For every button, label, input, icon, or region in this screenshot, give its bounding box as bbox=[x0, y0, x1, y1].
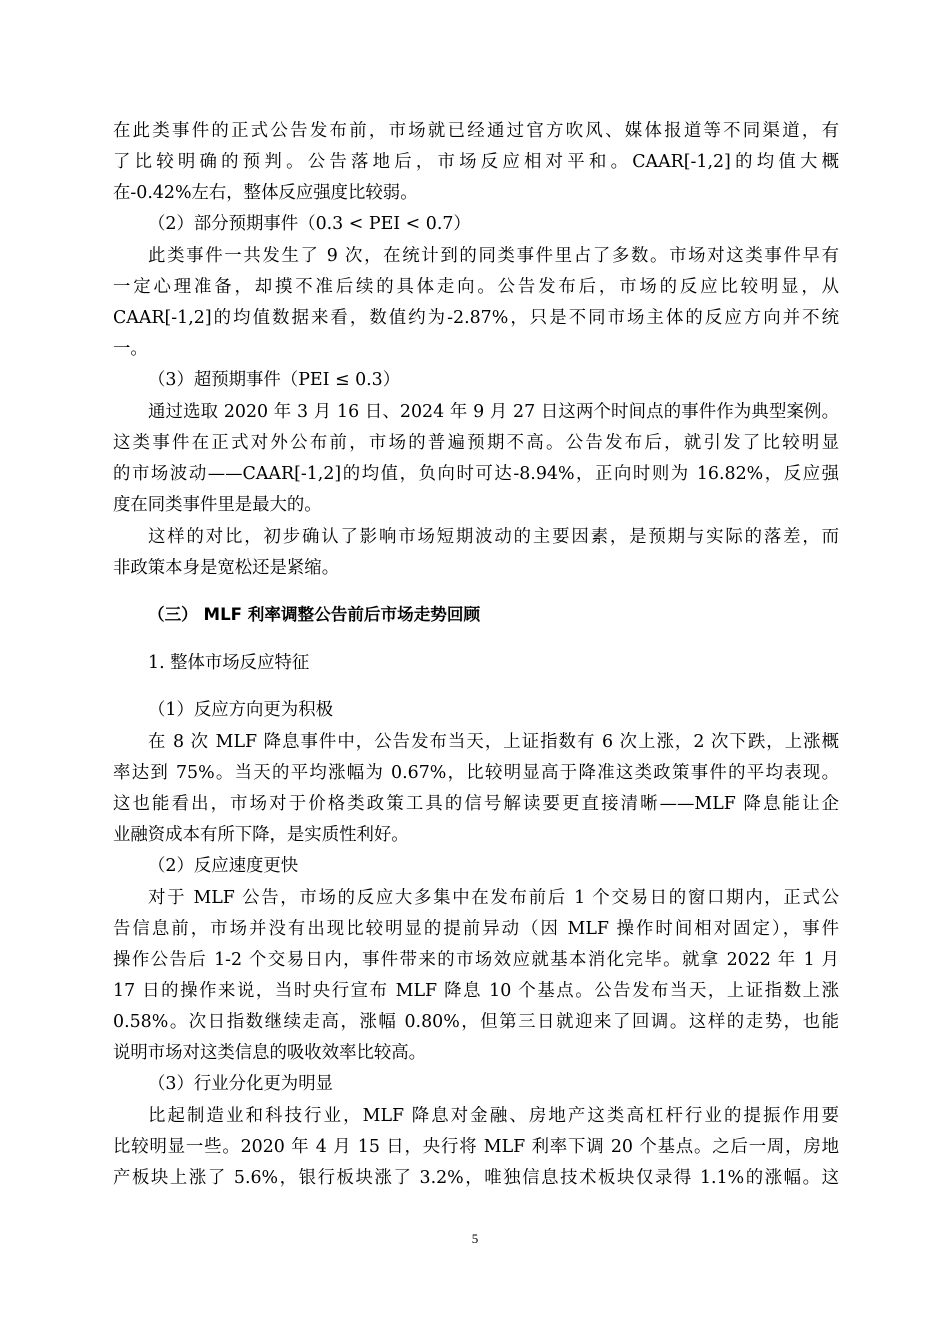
body-text-line: 率达到 75%。当天的平均涨幅为 0.67%，比较明显高于降准这类政策事件的平均表现。 bbox=[113, 763, 839, 783]
body-text-line: 在-0.42%左右，整体反应强度比较弱。 bbox=[113, 183, 418, 203]
body-text-line: 的市场波动——CAAR[-1,2]的均值，负向时可达-8.94%，正向时则为 16.82%，反应强 bbox=[113, 464, 839, 484]
body-text-line: 这样的对比，初步确认了影响市场短期波动的主要因素，是预期与实际的落差，而 bbox=[148, 527, 839, 547]
body-text-line: 此类事件一共发生了 9 次，在统计到的同类事件里占了多数。市场对这类事件早有 bbox=[148, 246, 839, 266]
body-text-line: 度在同类事件里是最大的。 bbox=[113, 495, 322, 515]
body-text-line: 在此类事件的正式公告发布前，市场就已经通过官方吹风、媒体报道等不同渠道，有 bbox=[113, 121, 839, 141]
body-text-line: 0.58%。次日指数继续走高，涨幅 0.80%，但第三日就迎来了回调。这样的走势，也能 bbox=[113, 1012, 839, 1032]
body-text-line: 对于 MLF 公告，市场的反应大多集中在发布前后 1 个交易日的窗口期内，正式公 bbox=[148, 888, 839, 908]
body-text-line: 一。 bbox=[113, 339, 148, 359]
body-text-line: 了比较明确的预判。公告落地后，市场反应相对平和。CAAR[-1,2]的均值大概 bbox=[113, 152, 839, 172]
body-text-line: 一定心理准备，却摸不准后续的具体走向。公告发布后，市场的反应比较明显，从 bbox=[113, 277, 839, 297]
body-text-line: 产板块上涨了 5.6%，银行板块涨了 3.2%，唯独信息技术板块仅录得 1.1%的涨幅。这 bbox=[113, 1168, 839, 1188]
page-number: 5 bbox=[471, 1231, 479, 1246]
body-text-line: 业融资成本有所下降，是实质性利好。 bbox=[113, 825, 409, 845]
body-text-line: 这也能看出，市场对于价格类政策工具的信号解读要更直接清晰——MLF 降息能让企 bbox=[113, 794, 839, 814]
subheading-unexpected: （3）超预期事件（PEI ≤ 0.3） bbox=[148, 370, 401, 390]
subsection-heading: 1. 整体市场反应特征 bbox=[148, 653, 310, 673]
subheading-partial-expectation: （2）部分预期事件（0.3 < PEI < 0.7） bbox=[148, 214, 471, 234]
body-text-line: 通过选取 2020 年 3 月 16 日、2024 年 9 月 27 日这两个时间点的事件作为典型案例。 bbox=[148, 402, 839, 422]
body-text-line: 说明市场对这类信息的吸收效率比较高。 bbox=[113, 1043, 427, 1063]
body-text-line: CAAR[-1,2]的均值数据来看，数值约为-2.87%，只是不同市场主体的反应方向并不统 bbox=[113, 308, 839, 328]
subheading-direction: （1）反应方向更为积极 bbox=[148, 700, 333, 720]
body-text-line: 告信息前，市场并没有出现比较明显的提前异动（因 MLF 操作时间相对固定），事件 bbox=[113, 919, 839, 939]
body-text-line: 比起制造业和科技行业，MLF 降息对金融、房地产这类高杠杆行业的提振作用要 bbox=[148, 1106, 839, 1126]
body-text-line: 操作公告后 1-2 个交易日内，事件带来的市场效应就基本消化完毕。就拿 2022 年 1 月 bbox=[113, 950, 839, 970]
body-text-line: 非政策本身是宽松还是紧缩。 bbox=[113, 558, 340, 578]
section-heading: （三） MLF 利率调整公告前后市场走势回顾 bbox=[148, 605, 481, 624]
body-text-line: 比较明显一些。2020 年 4 月 15 日，央行将 MLF 利率下调 20 个基点。之后一周，房地 bbox=[113, 1137, 839, 1157]
body-text-line: 17 日的操作来说，当时央行宣布 MLF 降息 10 个基点。公告发布当天，上证指数上涨 bbox=[113, 981, 839, 1001]
subheading-speed: （2）反应速度更快 bbox=[148, 856, 299, 876]
body-text-line: 这类事件在正式对外公布前，市场的普遍预期不高。公告发布后，就引发了比较明显 bbox=[113, 433, 839, 453]
subheading-industry: （3）行业分化更为明显 bbox=[148, 1074, 333, 1094]
body-text-line: 在 8 次 MLF 降息事件中，公告发布当天，上证指数有 6 次上涨，2 次下跌，上涨概 bbox=[148, 732, 839, 752]
